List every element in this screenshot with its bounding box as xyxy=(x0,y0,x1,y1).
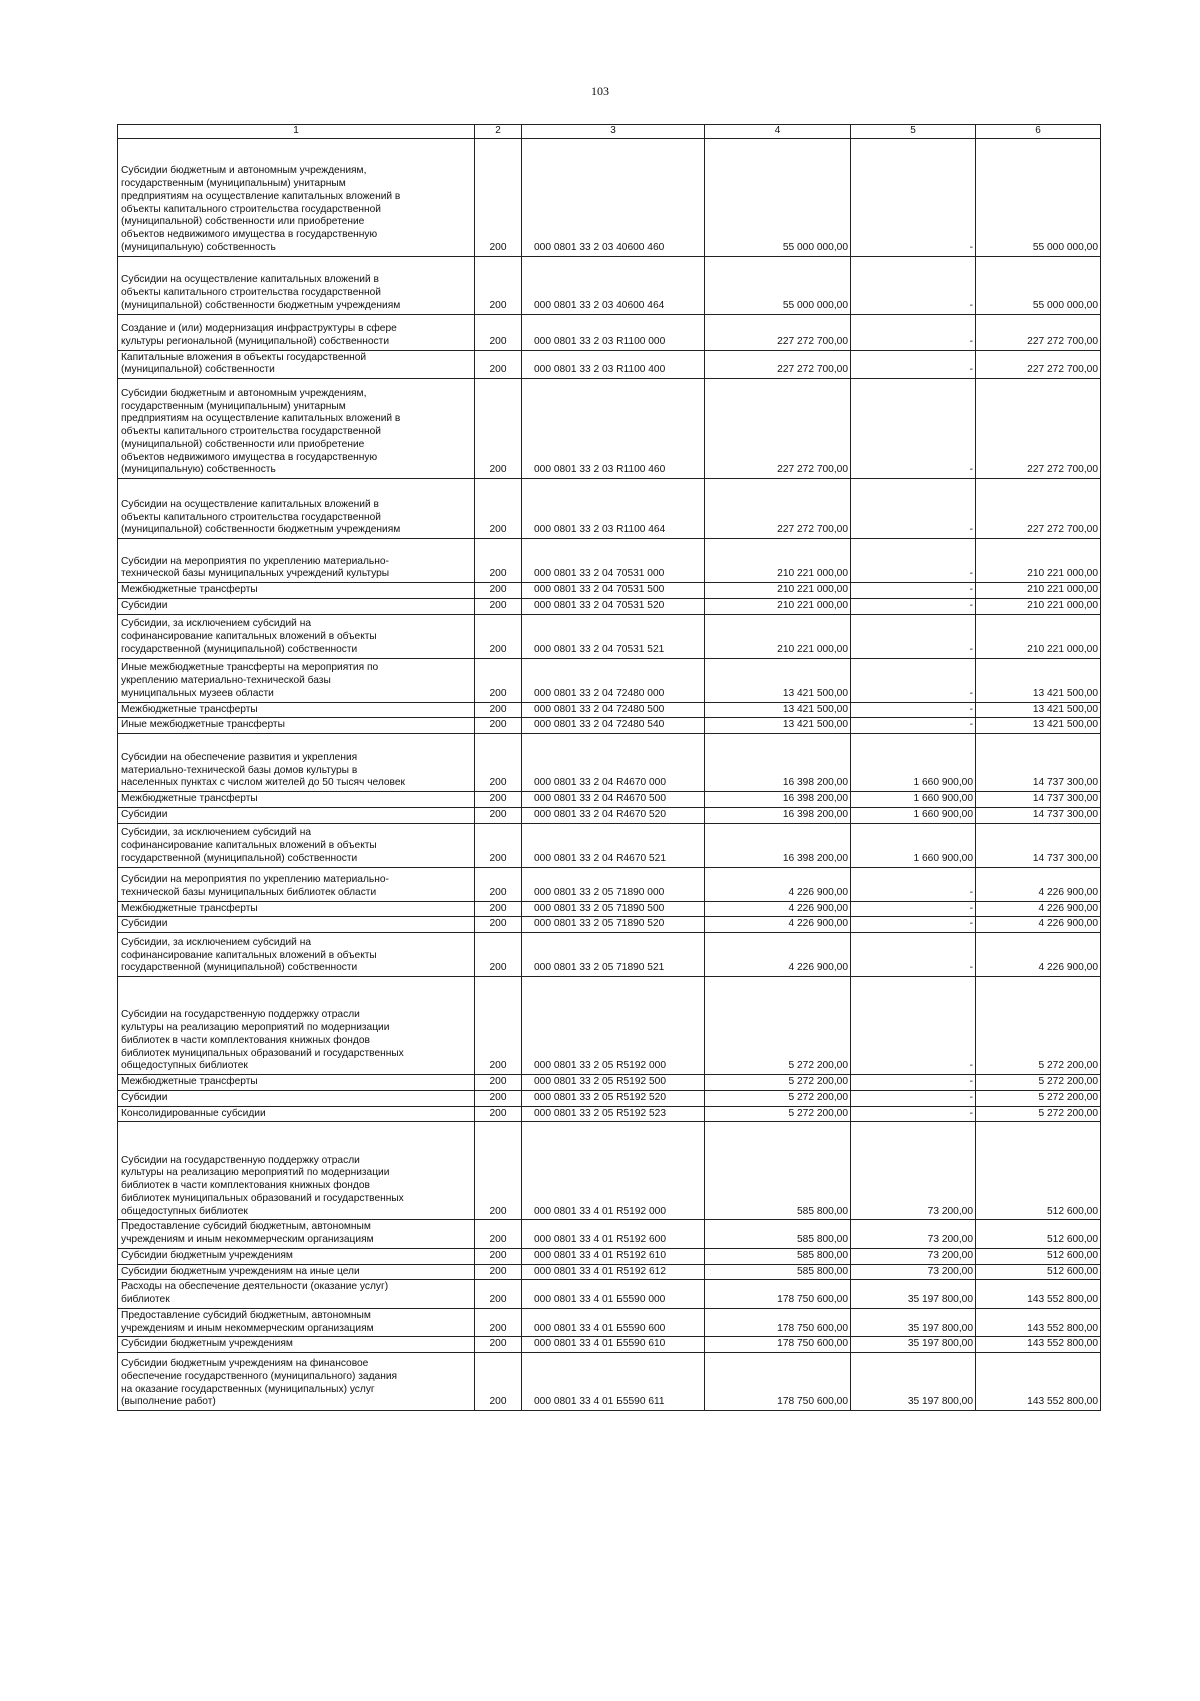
row-approved-amount: 16 398 200,00 xyxy=(705,734,851,792)
table-row xyxy=(118,539,1101,583)
table-row xyxy=(118,138,1101,256)
row-executed-amount: - xyxy=(851,901,976,917)
row-admin-code: 200 xyxy=(475,702,522,718)
row-description: Субсидии бюджетным учреждениям xyxy=(118,1248,475,1264)
row-remaining-amount: 143 552 800,00 xyxy=(976,1308,1101,1337)
row-budget-code: 000 0801 33 2 03 R1100 464 xyxy=(522,479,705,539)
row-executed-amount: 35 197 800,00 xyxy=(851,1280,976,1309)
table-row xyxy=(118,1090,1101,1106)
row-executed-amount: - xyxy=(851,256,976,314)
row-admin-code: 200 xyxy=(475,977,522,1075)
row-description: Субсидии на государственную поддержку отрасли культуры на реализацию мероприятий по модернизации библиотек в части комплектования книжных фондов библиотек муниципальных образований и государственных общедоступных библиотек xyxy=(118,1122,475,1220)
row-admin-code: 200 xyxy=(475,138,522,256)
row-budget-code: 000 0801 33 2 04 72480 540 xyxy=(522,718,705,734)
row-description: Субсидии на мероприятия по укреплению материально- технической базы муниципальных библиотек области xyxy=(118,867,475,901)
row-executed-amount: - xyxy=(851,867,976,901)
row-budget-code: 000 0801 33 2 03 R1100 400 xyxy=(522,350,705,379)
row-executed-amount: 73 200,00 xyxy=(851,1264,976,1280)
row-description: Иные межбюджетные трансферты xyxy=(118,718,475,734)
column-header: 5 xyxy=(851,125,976,139)
table-row xyxy=(118,1122,1101,1220)
row-admin-code: 200 xyxy=(475,718,522,734)
row-admin-code: 200 xyxy=(475,1106,522,1122)
table-body xyxy=(118,138,1101,1411)
row-description: Субсидии xyxy=(118,807,475,823)
row-description: Капитальные вложения в объекты государственной (муниципальной) собственности xyxy=(118,350,475,379)
row-admin-code: 200 xyxy=(475,933,522,977)
row-description: Субсидии на обеспечение развития и укрепления материально-технической базы домов культуры в населенных пунктах с числом жителей до 50 тысяч человек xyxy=(118,734,475,792)
row-admin-code: 200 xyxy=(475,1337,522,1353)
row-admin-code: 200 xyxy=(475,658,522,702)
row-admin-code: 200 xyxy=(475,901,522,917)
row-budget-code: 000 0801 33 2 04 70531 520 xyxy=(522,598,705,614)
row-remaining-amount: 227 272 700,00 xyxy=(976,479,1101,539)
table-row xyxy=(118,1337,1101,1353)
row-budget-code: 000 0801 33 2 04 70531 500 xyxy=(522,583,705,599)
row-description: Субсидии на государственную поддержку отрасли культуры на реализацию мероприятий по модернизации библиотек в части комплектования книжных фондов библиотек муниципальных образований и государственных общедоступных библиотек xyxy=(118,977,475,1075)
row-description: Предоставление субсидий бюджетным, автономным учреждениям и иным некоммерческим организациям xyxy=(118,1308,475,1337)
row-admin-code: 200 xyxy=(475,583,522,599)
row-description: Субсидии xyxy=(118,1090,475,1106)
row-description: Межбюджетные трансферты xyxy=(118,792,475,808)
table-row xyxy=(118,702,1101,718)
column-header: 2 xyxy=(475,125,522,139)
row-executed-amount: - xyxy=(851,539,976,583)
row-approved-amount: 227 272 700,00 xyxy=(705,379,851,479)
row-budget-code: 000 0801 33 4 01 Б5590 610 xyxy=(522,1337,705,1353)
row-description: Расходы на обеспечение деятельности (оказание услуг) библиотек xyxy=(118,1280,475,1309)
row-admin-code: 200 xyxy=(475,1122,522,1220)
row-admin-code: 200 xyxy=(475,1220,522,1249)
row-description: Субсидии бюджетным и автономным учреждениям, государственным (муниципальным) унитарным предприятиям на осуществление капитальных вложений в объекты капитального строительства государственной (муниципальной) собственности или приобретение объектов недвижимого имущества в государственную (муниципальную) собственность xyxy=(118,138,475,256)
row-executed-amount: 1 660 900,00 xyxy=(851,734,976,792)
row-budget-code: 000 0801 33 4 01 R5192 600 xyxy=(522,1220,705,1249)
row-budget-code: 000 0801 33 2 04 R4670 000 xyxy=(522,734,705,792)
row-remaining-amount: 512 600,00 xyxy=(976,1122,1101,1220)
row-admin-code: 200 xyxy=(475,479,522,539)
row-budget-code: 000 0801 33 2 05 71890 520 xyxy=(522,917,705,933)
table-row xyxy=(118,1106,1101,1122)
row-remaining-amount: 227 272 700,00 xyxy=(976,350,1101,379)
row-remaining-amount: 4 226 900,00 xyxy=(976,933,1101,977)
row-admin-code: 200 xyxy=(475,823,522,867)
row-approved-amount: 5 272 200,00 xyxy=(705,1090,851,1106)
row-approved-amount: 210 221 000,00 xyxy=(705,614,851,658)
table-row xyxy=(118,350,1101,379)
table-row xyxy=(118,614,1101,658)
row-approved-amount: 585 800,00 xyxy=(705,1248,851,1264)
row-budget-code: 000 0801 33 2 04 R4670 520 xyxy=(522,807,705,823)
table-row xyxy=(118,1280,1101,1309)
row-remaining-amount: 143 552 800,00 xyxy=(976,1353,1101,1411)
row-remaining-amount: 512 600,00 xyxy=(976,1264,1101,1280)
row-description: Субсидии xyxy=(118,917,475,933)
row-approved-amount: 227 272 700,00 xyxy=(705,479,851,539)
table-row xyxy=(118,734,1101,792)
row-executed-amount: 1 660 900,00 xyxy=(851,807,976,823)
row-budget-code: 000 0801 33 4 01 Б5590 600 xyxy=(522,1308,705,1337)
row-budget-code: 000 0801 33 2 05 71890 521 xyxy=(522,933,705,977)
row-admin-code: 200 xyxy=(475,614,522,658)
table-row xyxy=(118,917,1101,933)
row-remaining-amount: 14 737 300,00 xyxy=(976,792,1101,808)
row-admin-code: 200 xyxy=(475,598,522,614)
row-executed-amount: 35 197 800,00 xyxy=(851,1353,976,1411)
column-header: 1 xyxy=(118,125,475,139)
row-admin-code: 200 xyxy=(475,807,522,823)
row-remaining-amount: 210 221 000,00 xyxy=(976,539,1101,583)
row-approved-amount: 13 421 500,00 xyxy=(705,702,851,718)
table-row xyxy=(118,823,1101,867)
row-remaining-amount: 5 272 200,00 xyxy=(976,1106,1101,1122)
row-budget-code: 000 0801 33 2 04 72480 500 xyxy=(522,702,705,718)
row-executed-amount: - xyxy=(851,583,976,599)
row-budget-code: 000 0801 33 2 05 R5192 000 xyxy=(522,977,705,1075)
row-executed-amount: - xyxy=(851,379,976,479)
row-approved-amount: 178 750 600,00 xyxy=(705,1308,851,1337)
row-executed-amount: - xyxy=(851,718,976,734)
row-approved-amount: 178 750 600,00 xyxy=(705,1337,851,1353)
row-approved-amount: 227 272 700,00 xyxy=(705,314,851,350)
row-admin-code: 200 xyxy=(475,792,522,808)
row-admin-code: 200 xyxy=(475,917,522,933)
table-row xyxy=(118,867,1101,901)
row-description: Субсидии, за исключением субсидий на софинансирование капитальных вложений в объекты государственной (муниципальной) собственности xyxy=(118,933,475,977)
row-budget-code: 000 0801 33 2 04 R4670 521 xyxy=(522,823,705,867)
row-description: Межбюджетные трансферты xyxy=(118,901,475,917)
row-approved-amount: 178 750 600,00 xyxy=(705,1353,851,1411)
row-admin-code: 200 xyxy=(475,867,522,901)
row-approved-amount: 16 398 200,00 xyxy=(705,807,851,823)
row-remaining-amount: 227 272 700,00 xyxy=(976,379,1101,479)
row-remaining-amount: 13 421 500,00 xyxy=(976,718,1101,734)
table-row xyxy=(118,583,1101,599)
row-remaining-amount: 14 737 300,00 xyxy=(976,807,1101,823)
row-admin-code: 200 xyxy=(475,350,522,379)
row-remaining-amount: 512 600,00 xyxy=(976,1220,1101,1249)
row-executed-amount: - xyxy=(851,598,976,614)
row-approved-amount: 210 221 000,00 xyxy=(705,539,851,583)
header-row xyxy=(118,125,1101,139)
row-description: Субсидии, за исключением субсидий на софинансирование капитальных вложений в объекты государственной (муниципальной) собственности xyxy=(118,823,475,867)
row-admin-code: 200 xyxy=(475,1075,522,1091)
row-executed-amount: - xyxy=(851,917,976,933)
row-description: Субсидии на осуществление капитальных вложений в объекты капитального строительства государственной (муниципальной) собственности бюджетным учреждениям xyxy=(118,479,475,539)
row-description: Предоставление субсидий бюджетным, автономным учреждениям и иным некоммерческим организациям xyxy=(118,1220,475,1249)
row-remaining-amount: 55 000 000,00 xyxy=(976,138,1101,256)
row-remaining-amount: 227 272 700,00 xyxy=(976,314,1101,350)
row-admin-code: 200 xyxy=(475,314,522,350)
row-remaining-amount: 55 000 000,00 xyxy=(976,256,1101,314)
row-budget-code: 000 0801 33 4 01 Б5590 611 xyxy=(522,1353,705,1411)
row-admin-code: 200 xyxy=(475,734,522,792)
row-budget-code: 000 0801 33 2 05 71890 000 xyxy=(522,867,705,901)
row-approved-amount: 585 800,00 xyxy=(705,1122,851,1220)
budget-table xyxy=(117,124,1101,1411)
row-admin-code: 200 xyxy=(475,1090,522,1106)
row-executed-amount: - xyxy=(851,614,976,658)
table-row xyxy=(118,1220,1101,1249)
row-description: Межбюджетные трансферты xyxy=(118,702,475,718)
row-remaining-amount: 5 272 200,00 xyxy=(976,1090,1101,1106)
row-admin-code: 200 xyxy=(475,256,522,314)
table-row xyxy=(118,379,1101,479)
row-executed-amount: 1 660 900,00 xyxy=(851,792,976,808)
row-executed-amount: - xyxy=(851,350,976,379)
table-row xyxy=(118,1248,1101,1264)
row-remaining-amount: 210 221 000,00 xyxy=(976,598,1101,614)
row-budget-code: 000 0801 33 4 01 R5192 000 xyxy=(522,1122,705,1220)
row-approved-amount: 55 000 000,00 xyxy=(705,138,851,256)
row-executed-amount: - xyxy=(851,1075,976,1091)
row-approved-amount: 178 750 600,00 xyxy=(705,1280,851,1309)
row-description: Субсидии на мероприятия по укреплению материально- технической базы муниципальных учреждений культуры xyxy=(118,539,475,583)
row-remaining-amount: 210 221 000,00 xyxy=(976,583,1101,599)
table-row xyxy=(118,256,1101,314)
row-executed-amount: - xyxy=(851,933,976,977)
table-row xyxy=(118,718,1101,734)
row-admin-code: 200 xyxy=(475,1264,522,1280)
row-description: Субсидии, за исключением субсидий на софинансирование капитальных вложений в объекты государственной (муниципальной) собственности xyxy=(118,614,475,658)
row-description: Субсидии бюджетным и автономным учреждениям, государственным (муниципальным) унитарным предприятиям на осуществление капитальных вложений в объекты капитального строительства государственной (муниципальной) собственности или приобретение объектов недвижимого имущества в государственную (муниципальную) собственность xyxy=(118,379,475,479)
row-remaining-amount: 5 272 200,00 xyxy=(976,977,1101,1075)
row-remaining-amount: 4 226 900,00 xyxy=(976,917,1101,933)
row-approved-amount: 55 000 000,00 xyxy=(705,256,851,314)
row-remaining-amount: 13 421 500,00 xyxy=(976,702,1101,718)
row-budget-code: 000 0801 33 2 05 R5192 500 xyxy=(522,1075,705,1091)
row-budget-code: 000 0801 33 2 03 40600 464 xyxy=(522,256,705,314)
table-row xyxy=(118,807,1101,823)
row-budget-code: 000 0801 33 4 01 R5192 612 xyxy=(522,1264,705,1280)
row-remaining-amount: 14 737 300,00 xyxy=(976,734,1101,792)
row-budget-code: 000 0801 33 2 05 71890 500 xyxy=(522,901,705,917)
row-budget-code: 000 0801 33 2 04 R4670 500 xyxy=(522,792,705,808)
row-admin-code: 200 xyxy=(475,1353,522,1411)
row-description: Межбюджетные трансферты xyxy=(118,583,475,599)
row-executed-amount: - xyxy=(851,138,976,256)
row-description: Субсидии бюджетным учреждениям на финансовое обеспечение государственного (муниципального) задания на оказание государственных (муниципальных) услуг (выполнение работ) xyxy=(118,1353,475,1411)
row-approved-amount: 5 272 200,00 xyxy=(705,977,851,1075)
row-remaining-amount: 512 600,00 xyxy=(976,1248,1101,1264)
row-remaining-amount: 13 421 500,00 xyxy=(976,658,1101,702)
row-executed-amount: 35 197 800,00 xyxy=(851,1337,976,1353)
row-budget-code: 000 0801 33 2 03 R1100 460 xyxy=(522,379,705,479)
row-remaining-amount: 210 221 000,00 xyxy=(976,614,1101,658)
row-admin-code: 200 xyxy=(475,379,522,479)
row-description: Консолидированные субсидии xyxy=(118,1106,475,1122)
row-description: Субсидии на осуществление капитальных вложений в объекты капитального строительства государственной (муниципальной) собственности бюджетным учреждениям xyxy=(118,256,475,314)
row-remaining-amount: 4 226 900,00 xyxy=(976,901,1101,917)
column-header: 3 xyxy=(522,125,705,139)
row-description: Иные межбюджетные трансферты на мероприятия по укреплению материально-технической базы муниципальных музеев области xyxy=(118,658,475,702)
row-approved-amount: 210 221 000,00 xyxy=(705,598,851,614)
table-row xyxy=(118,1264,1101,1280)
row-remaining-amount: 4 226 900,00 xyxy=(976,867,1101,901)
row-admin-code: 200 xyxy=(475,1280,522,1309)
row-description: Создание и (или) модернизация инфраструктуры в сфере культуры региональной (муниципальной) собственности xyxy=(118,314,475,350)
row-budget-code: 000 0801 33 2 03 40600 460 xyxy=(522,138,705,256)
row-executed-amount: - xyxy=(851,658,976,702)
row-budget-code: 000 0801 33 2 05 R5192 520 xyxy=(522,1090,705,1106)
row-executed-amount: - xyxy=(851,314,976,350)
row-budget-code: 000 0801 33 4 01 Б5590 000 xyxy=(522,1280,705,1309)
row-executed-amount: - xyxy=(851,479,976,539)
table-row xyxy=(118,314,1101,350)
row-admin-code: 200 xyxy=(475,1248,522,1264)
row-description: Межбюджетные трансферты xyxy=(118,1075,475,1091)
row-admin-code: 200 xyxy=(475,1308,522,1337)
table-row xyxy=(118,1308,1101,1337)
row-description: Субсидии бюджетным учреждениям на иные цели xyxy=(118,1264,475,1280)
row-executed-amount: 73 200,00 xyxy=(851,1220,976,1249)
row-approved-amount: 5 272 200,00 xyxy=(705,1106,851,1122)
row-description: Субсидии xyxy=(118,598,475,614)
row-approved-amount: 5 272 200,00 xyxy=(705,1075,851,1091)
row-approved-amount: 13 421 500,00 xyxy=(705,658,851,702)
table-row xyxy=(118,901,1101,917)
row-executed-amount: - xyxy=(851,1090,976,1106)
table-row xyxy=(118,977,1101,1075)
row-approved-amount: 4 226 900,00 xyxy=(705,917,851,933)
row-executed-amount: 1 660 900,00 xyxy=(851,823,976,867)
table-row xyxy=(118,933,1101,977)
row-budget-code: 000 0801 33 2 04 70531 521 xyxy=(522,614,705,658)
row-admin-code: 200 xyxy=(475,539,522,583)
row-remaining-amount: 143 552 800,00 xyxy=(976,1337,1101,1353)
row-approved-amount: 585 800,00 xyxy=(705,1220,851,1249)
row-budget-code: 000 0801 33 2 04 70531 000 xyxy=(522,539,705,583)
column-header: 6 xyxy=(976,125,1101,139)
table-row xyxy=(118,658,1101,702)
row-executed-amount: - xyxy=(851,702,976,718)
row-approved-amount: 227 272 700,00 xyxy=(705,350,851,379)
row-remaining-amount: 5 272 200,00 xyxy=(976,1075,1101,1091)
row-executed-amount: 35 197 800,00 xyxy=(851,1308,976,1337)
row-remaining-amount: 143 552 800,00 xyxy=(976,1280,1101,1309)
table-row xyxy=(118,479,1101,539)
row-executed-amount: 73 200,00 xyxy=(851,1122,976,1220)
table-row xyxy=(118,1075,1101,1091)
row-description: Субсидии бюджетным учреждениям xyxy=(118,1337,475,1353)
column-header: 4 xyxy=(705,125,851,139)
row-approved-amount: 13 421 500,00 xyxy=(705,718,851,734)
row-approved-amount: 16 398 200,00 xyxy=(705,823,851,867)
row-approved-amount: 585 800,00 xyxy=(705,1264,851,1280)
row-budget-code: 000 0801 33 2 04 72480 000 xyxy=(522,658,705,702)
row-approved-amount: 4 226 900,00 xyxy=(705,867,851,901)
page-number: 103 xyxy=(591,84,609,98)
row-budget-code: 000 0801 33 4 01 R5192 610 xyxy=(522,1248,705,1264)
table-row xyxy=(118,598,1101,614)
row-approved-amount: 16 398 200,00 xyxy=(705,792,851,808)
table-row xyxy=(118,1353,1101,1411)
row-budget-code: 000 0801 33 2 05 R5192 523 xyxy=(522,1106,705,1122)
table-row xyxy=(118,792,1101,808)
row-approved-amount: 4 226 900,00 xyxy=(705,901,851,917)
row-budget-code: 000 0801 33 2 03 R1100 000 xyxy=(522,314,705,350)
row-remaining-amount: 14 737 300,00 xyxy=(976,823,1101,867)
row-approved-amount: 4 226 900,00 xyxy=(705,933,851,977)
row-executed-amount: 73 200,00 xyxy=(851,1248,976,1264)
row-executed-amount: - xyxy=(851,1106,976,1122)
row-executed-amount: - xyxy=(851,977,976,1075)
row-approved-amount: 210 221 000,00 xyxy=(705,583,851,599)
